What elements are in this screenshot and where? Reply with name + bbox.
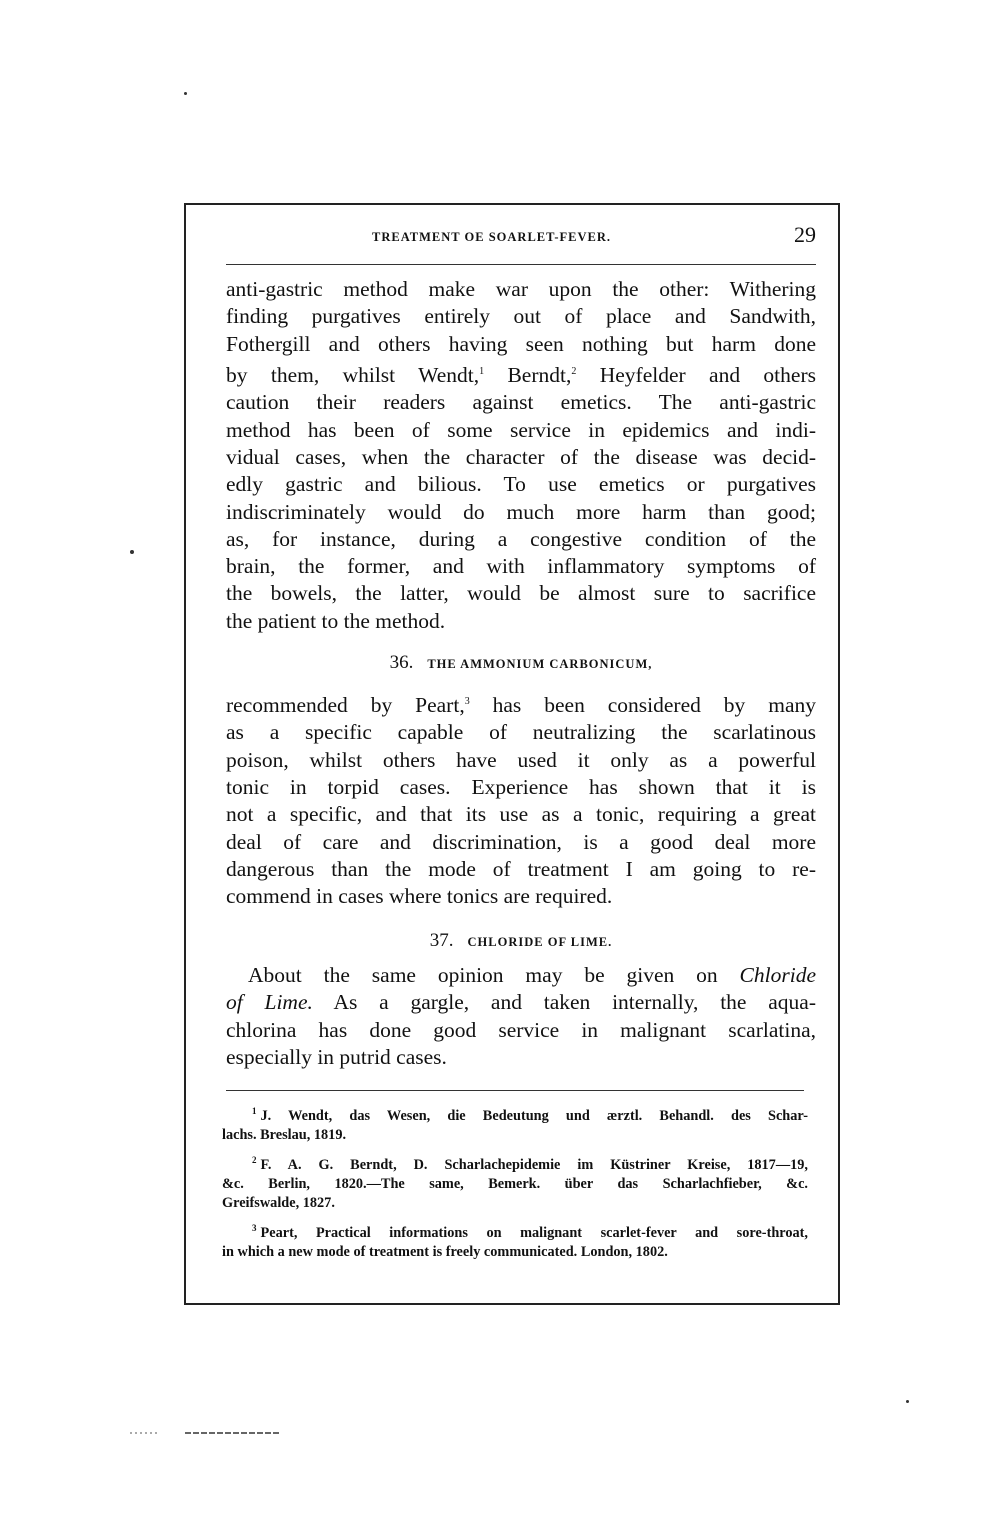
text-fragment: Peart, Practical informations on malignant scarlet-fever and sore-throat, bbox=[260, 1224, 808, 1241]
paragraph-2 bbox=[226, 688, 816, 911]
text-line: poison, whilst others have used it only as a powerful bbox=[226, 747, 816, 772]
footnote-ref-1: 1 bbox=[479, 365, 485, 377]
italic-term: Chloride bbox=[739, 963, 816, 987]
running-head bbox=[222, 222, 818, 252]
text-fragment: J. Wendt, das Wesen, die Bedeutung und ærztl. Behandl. des Schar- bbox=[260, 1107, 808, 1124]
text-line: Fothergill and others having seen nothing but harm done bbox=[226, 331, 816, 356]
text-line: caution their readers against emetics. The anti-gastric bbox=[226, 390, 816, 415]
text-line: dangerous than the mode of treatment I am going to re- bbox=[226, 856, 816, 881]
scan-speck bbox=[906, 1400, 909, 1403]
text-fragment: F. A. G. Berndt, D. Scharlachepidemie im Küstriner Kreise, 1817—19, bbox=[260, 1156, 808, 1173]
section-number: 36. bbox=[389, 652, 414, 673]
text-line-with-refs bbox=[226, 358, 816, 389]
page-number: 29 bbox=[794, 222, 816, 247]
text-line-with-refs bbox=[226, 688, 816, 719]
footnote-marker: 2 bbox=[252, 1154, 257, 1165]
section-number: 37. bbox=[429, 930, 454, 951]
text-fragment: As a gargle, and taken internally, the aqua- bbox=[312, 990, 816, 1015]
section-title: THE AMMONIUM CARBONICUM, bbox=[427, 657, 653, 671]
footnote-3 bbox=[222, 1219, 808, 1263]
text-line: chlorina has done good service in malignant scarlatina, bbox=[226, 1017, 816, 1042]
footnote-rule bbox=[226, 1090, 804, 1091]
footnote-line: Greifswalde, 1827. bbox=[222, 1195, 335, 1212]
footnote-1 bbox=[222, 1102, 808, 1146]
text-fragment: recommended by Peart, bbox=[226, 693, 465, 718]
text-line: finding purgatives entirely out of place and Sandwith, bbox=[226, 304, 816, 329]
text-line bbox=[226, 962, 816, 989]
text-line: method has been of some service in epidemics and indi- bbox=[226, 417, 816, 442]
footnote-marker: 1 bbox=[252, 1106, 257, 1116]
scan-speck bbox=[130, 550, 134, 554]
footnote-line bbox=[222, 1102, 808, 1126]
footnote-ref-2: 2 bbox=[571, 365, 577, 377]
footnote-marker: 3 bbox=[252, 1222, 257, 1233]
footnote-ref-3: 3 bbox=[464, 696, 470, 707]
paragraph-1 bbox=[226, 276, 816, 635]
text-fragment: Berndt, bbox=[484, 363, 572, 388]
text-line: commend in cases where tonics are required. bbox=[226, 884, 613, 909]
footnotes bbox=[222, 1102, 808, 1267]
footnote-line: &c. Berlin, 1820.—The same, Bemerk. über das Scharlachfieber, &c. bbox=[222, 1175, 808, 1192]
footnote-2 bbox=[222, 1151, 808, 1214]
text-fragment: About the same opinion may be given on bbox=[248, 963, 740, 987]
text-line bbox=[226, 989, 816, 1016]
text-line: brain, the former, and with inflammatory symptoms of bbox=[226, 554, 816, 579]
text-line: tonic in torpid cases. Experience has shown that it is bbox=[226, 775, 816, 800]
running-title: TREATMENT OE SOARLET-FEVER. bbox=[372, 230, 611, 244]
footnote-line: lachs. Breslau, 1819. bbox=[222, 1127, 347, 1144]
section-heading-36 bbox=[226, 652, 816, 674]
text-line: the patient to the method. bbox=[226, 608, 446, 633]
text-line: vidual cases, when the character of the disease was decid- bbox=[226, 444, 816, 469]
section-heading-37 bbox=[226, 930, 816, 952]
text-fragment: has been considered by many bbox=[469, 693, 817, 718]
text-fragment: Heyfelder and others bbox=[576, 363, 816, 388]
text-line: as, for instance, during a congestive condition of the bbox=[226, 526, 816, 551]
text-line: the bowels, the latter, would be almost sure to sacrifice bbox=[226, 581, 816, 606]
scan-smudge bbox=[130, 1430, 280, 1436]
text-line: indiscriminately would do much more harm than good; bbox=[226, 499, 816, 524]
text-line: edly gastric and bilious. To use emetics or purgatives bbox=[226, 472, 816, 497]
text-line: not a specific, and that its use as a tonic, requiring a great bbox=[226, 802, 816, 827]
text-line: deal of care and discrimination, is a good deal more bbox=[226, 829, 816, 854]
footnote-line bbox=[222, 1151, 808, 1175]
footnote-line: in which a new mode of treatment is freely communicated. London, 1802. bbox=[222, 1243, 668, 1260]
section-title: CHLORIDE OF LIME. bbox=[467, 935, 613, 949]
paragraph-3 bbox=[226, 962, 816, 1071]
scan-speck bbox=[184, 92, 187, 95]
text-fragment: by them, whilst Wendt, bbox=[226, 363, 480, 388]
text-line: anti-gastric method make war upon the other: Withering bbox=[226, 277, 816, 301]
header-rule bbox=[226, 264, 816, 265]
footnote-line bbox=[222, 1219, 808, 1243]
italic-term: of Lime. bbox=[226, 990, 313, 1015]
text-line: as a specific capable of neutralizing the scarlatinous bbox=[226, 720, 816, 745]
text-line: especially in putrid cases. bbox=[226, 1044, 447, 1069]
